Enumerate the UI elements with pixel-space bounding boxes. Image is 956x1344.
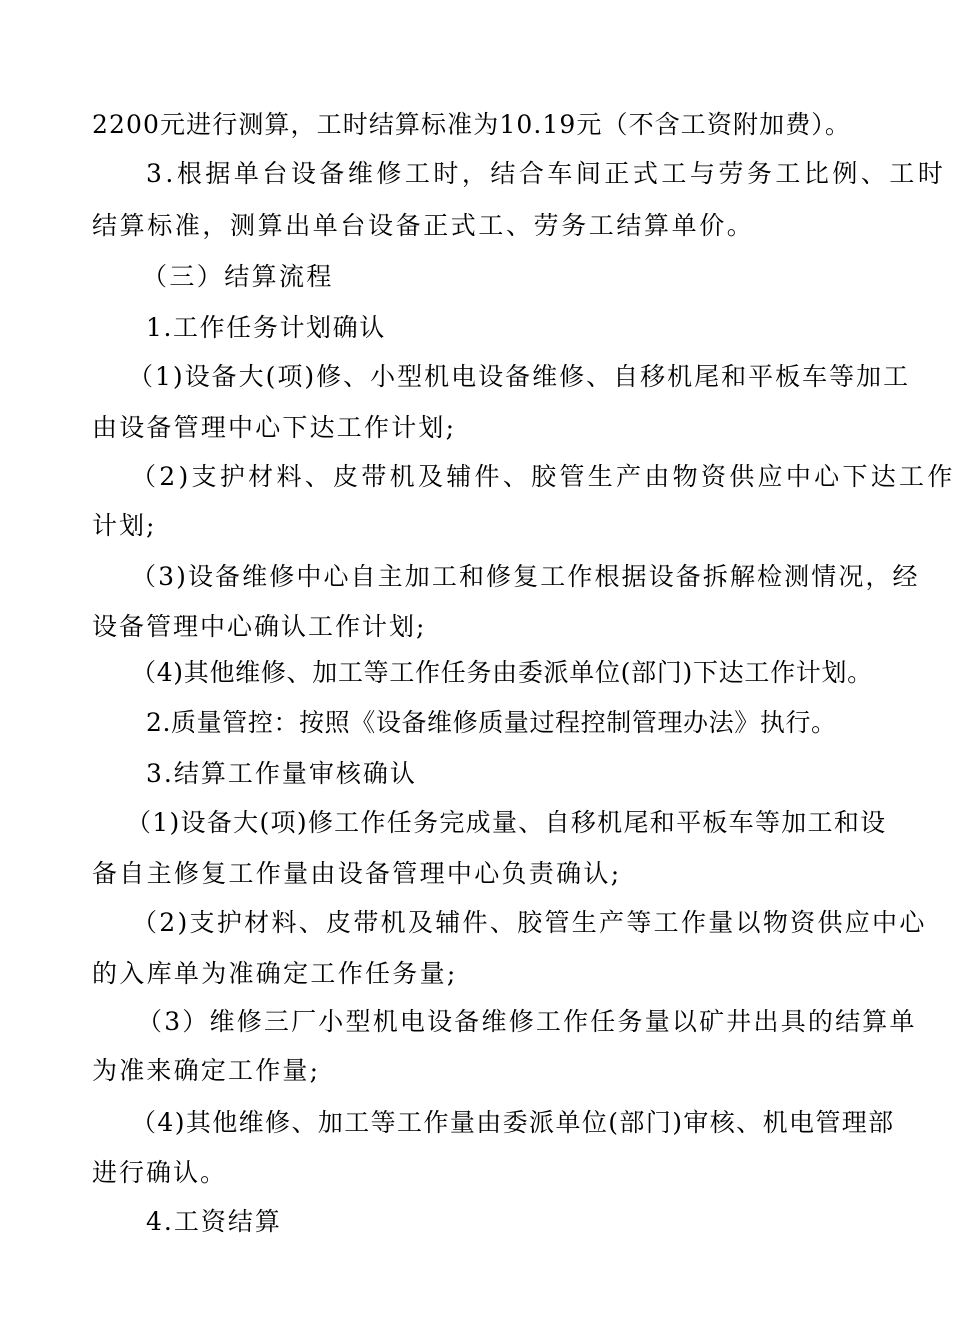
text-line: （4)其他维修、加工等工作量由委派单位(部门)审核、机电管理部 — [131, 1108, 895, 1137]
text-line: 备自主修复工作量由设备管理中心负责确认; — [92, 859, 622, 888]
text-line: 由设备管理中心下达工作计划; — [92, 413, 457, 442]
text-line: 结算标准，测算出单台设备正式工、劳务工结算单价。 — [92, 211, 755, 240]
text-line: 计划; — [92, 511, 157, 540]
text-line: （2)支护材料、皮带机及辅件、胶管生产等工作量以物资供应中心 — [132, 908, 927, 937]
text-line: （4)其他维修、加工等工作任务由委派单位(部门)下达工作计划。 — [131, 658, 873, 687]
text-line: 的入库单为准确定工作任务量; — [92, 959, 458, 988]
subsection-heading: 3.结算工作量审核确认 — [146, 759, 417, 788]
text-line: 2.质量管控：按照《设备维修质量过程控制管理办法》执行。 — [146, 708, 837, 737]
text-line: 为准来确定工作量; — [92, 1056, 321, 1085]
text-line: （1)设备大(项)修工作任务完成量、自移机尾和平板车等加工和设 — [126, 808, 887, 837]
section-heading: （三）结算流程 — [142, 262, 334, 291]
text-line: （1)设备大(项)修、小型机电设备维修、自移机尾和平板车等加工 — [128, 362, 911, 391]
text-line: 设备管理中心确认工作计划; — [92, 612, 427, 641]
text-line: 2200元进行测算，工时结算标准为10.19元（不含工资附加费）。 — [92, 110, 851, 139]
subsection-heading: 1.工作任务计划确认 — [146, 313, 386, 342]
text-line: 进行确认。 — [92, 1158, 228, 1187]
text-line: （3）维修三厂小型机电设备维修工作任务量以矿井出具的结算单 — [137, 1007, 917, 1036]
subsection-heading: 4.工资结算 — [146, 1207, 282, 1236]
text-line: （2)支护材料、皮带机及辅件、胶管生产由物资供应中心下达工作 — [131, 462, 956, 491]
text-line: （3)设备维修中心自主加工和修复工作根据设备拆解检测情况，经 — [131, 562, 920, 591]
text-line: 3.根据单台设备维修工时，结合车间正式工与劳务工比例、工时 — [146, 159, 947, 188]
